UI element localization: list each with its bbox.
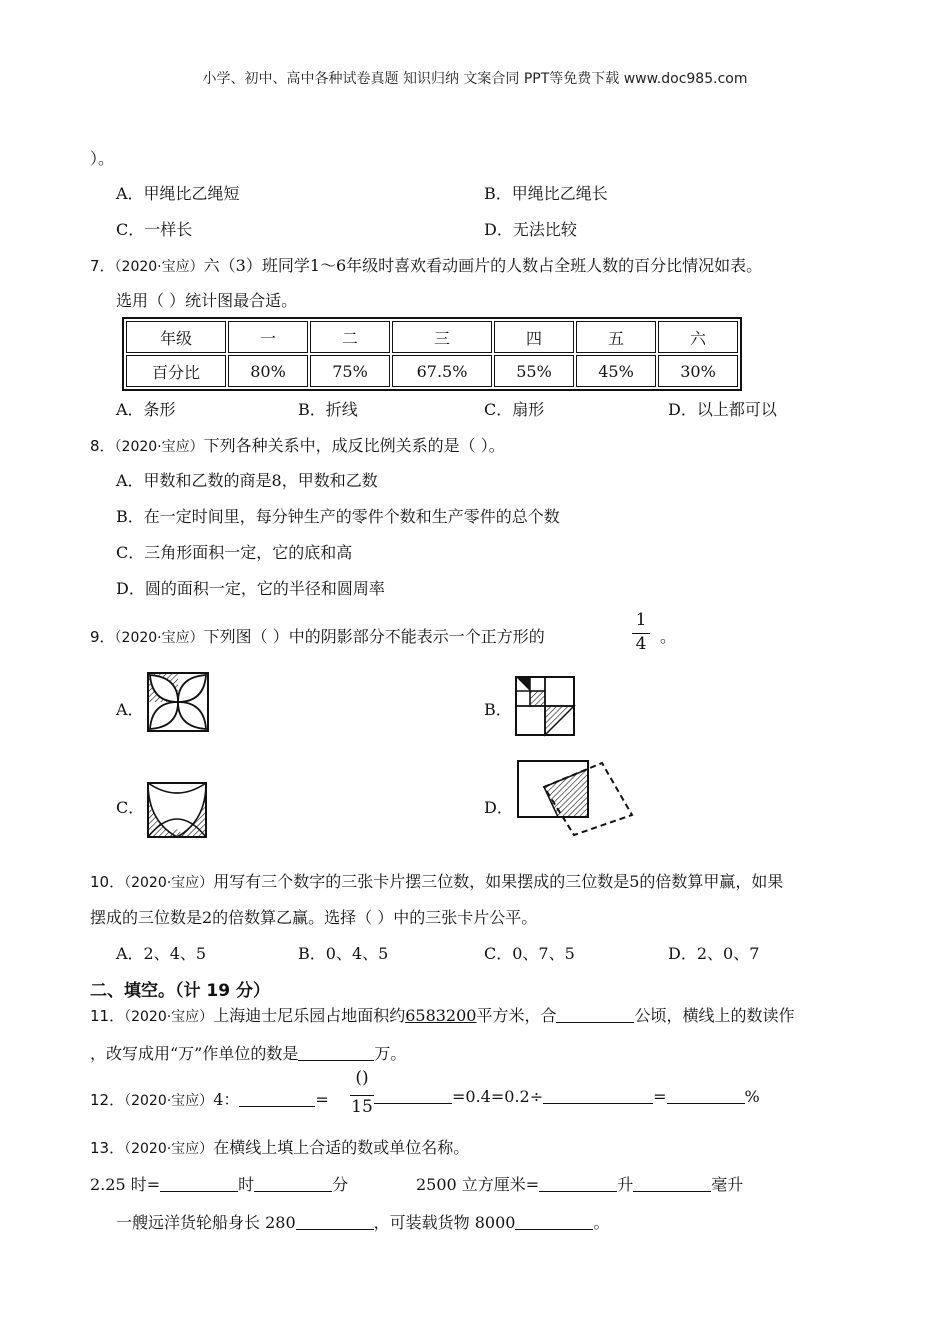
q8-number: 8． <box>90 437 115 455</box>
table-cell: 55% <box>494 355 574 387</box>
q9-fraction-numerator: 1 <box>635 610 647 630</box>
table-cell: 80% <box>228 355 308 387</box>
q9-fraction-denominator: 4 <box>635 634 647 654</box>
q12-blank-percent[interactable] <box>667 1087 745 1104</box>
figure-c-arc-square <box>146 781 208 839</box>
q11-mid: 平方米，合 <box>476 1006 557 1025</box>
q8-text: 下列各种关系中，成反比例关系的是（ ）。 <box>203 436 505 455</box>
q12-a: 4： <box>213 1090 240 1109</box>
q6-option-b: B．甲绳比乙绳长 <box>484 184 608 203</box>
table-cell: 百分比 <box>126 355 226 387</box>
question-8 <box>90 433 505 456</box>
q7-source-tag: （2020·宝应） <box>114 259 204 275</box>
q11-pre: 上海迪士尼乐园占地面积约 <box>213 1006 406 1025</box>
q12-blank-ratio[interactable] <box>239 1090 315 1107</box>
q13-blank-liters[interactable] <box>539 1175 617 1192</box>
q11-blank-wan[interactable] <box>298 1044 374 1061</box>
q6-tail: ）。 <box>90 149 115 168</box>
q13-l1c: 分 <box>332 1175 349 1194</box>
q13-l2b: ，可装载货物 8000 <box>373 1213 516 1232</box>
table-header-cell: 五 <box>576 321 656 353</box>
q11-post: 公顷，横线上的数读作 <box>634 1006 795 1025</box>
q10-text: 用写有三个数字的三张卡片摆三位数，如果摆成的三位数是5的倍数算甲赢，如果 <box>213 872 784 891</box>
q13-line1-right <box>416 1172 743 1195</box>
q13-source-tag: （2020·宝应） <box>124 1141 214 1157</box>
q11-line2a: ，改写成用“万”作单位的数是 <box>90 1044 299 1063</box>
q9-end: 。 <box>660 627 677 646</box>
q12-fraction-denominator: 15 <box>351 1097 373 1117</box>
q13-l1b: 时 <box>238 1175 255 1194</box>
question-12-rest <box>374 1087 760 1106</box>
question-12 <box>90 1087 329 1110</box>
q12-b: =0.4=0.2÷ <box>452 1087 544 1106</box>
question-7 <box>90 253 762 276</box>
table-cell: 45% <box>576 355 656 387</box>
q11-underlined-number: 6583200 <box>405 1006 477 1025</box>
q10-option-d: D．2、0、7 <box>668 944 760 963</box>
q13-l1e: 升 <box>617 1175 634 1194</box>
q9-label-c: C． <box>116 798 145 817</box>
q11-line2b: 万。 <box>374 1044 407 1063</box>
figure-b-grid-square <box>514 675 576 737</box>
q8-option-b: B．在一定时间里，每分钟生产的零件个数和生产零件的总个数 <box>116 507 560 526</box>
table-header-cell: 年级 <box>126 321 226 353</box>
q6-option-a: A．甲绳比乙绳短 <box>116 184 240 203</box>
q13-l1d: 2500 立方厘米= <box>416 1175 540 1194</box>
q13-blank-length-unit[interactable] <box>296 1213 374 1230</box>
q7-text: 六（3）班同学1～6年级时喜欢看动画片的人数占全班人数的百分比情况如表。 <box>203 256 763 275</box>
q11-number: 11． <box>90 1007 125 1025</box>
q8-source-tag: （2020·宝应） <box>114 439 204 455</box>
q7-data-table <box>122 317 742 391</box>
q13-blank-minutes[interactable] <box>254 1175 332 1192</box>
table-header-cell: 一 <box>228 321 308 353</box>
q12-source-tag: （2020·宝应） <box>124 1093 214 1109</box>
q11-source-tag: （2020·宝应） <box>124 1009 214 1025</box>
q12-eq: = <box>315 1090 329 1109</box>
table-header-cell: 四 <box>494 321 574 353</box>
figure-d-overlapping-squares <box>514 757 638 839</box>
q13-number: 13． <box>90 1139 125 1157</box>
q10-line2: 摆成的三位数是2的倍数算乙赢。选择（ ）中的三张卡片公平。 <box>90 908 538 927</box>
table-row <box>126 321 738 353</box>
q6-option-c: C．一样长 <box>116 220 193 239</box>
q11-blank-hectares[interactable] <box>556 1006 634 1023</box>
question-10 <box>90 869 783 892</box>
figure-a-petal-square <box>146 671 210 733</box>
q12-blank-fraction[interactable] <box>374 1087 452 1104</box>
q13-blank-hours[interactable] <box>160 1175 238 1192</box>
q10-option-c: C．0、7、5 <box>484 944 575 963</box>
q6-option-d: D．无法比较 <box>484 220 577 239</box>
q13-l1a: 2.25 时= <box>90 1175 161 1194</box>
q12-d: % <box>744 1087 760 1106</box>
q9-label-b: B． <box>484 700 512 719</box>
q13-blank-weight-unit[interactable] <box>515 1213 593 1230</box>
q13-l1f: 毫升 <box>711 1175 744 1194</box>
table-cell: 30% <box>658 355 738 387</box>
q7-line2: 选用（ ）统计图最合适。 <box>116 291 298 310</box>
q8-option-c: C．三角形面积一定，它的底和高 <box>116 543 353 562</box>
question-9 <box>90 624 545 647</box>
q8-option-a: A．甲数和乙数的商是8，甲数和乙数 <box>116 471 378 490</box>
q13-text: 在横线上填上合适的数或单位名称。 <box>213 1138 470 1157</box>
question-11-line2 <box>90 1041 406 1064</box>
q7-number: 7． <box>90 257 115 275</box>
section-2-title: 二、填空。（计 19 分） <box>90 981 270 1001</box>
table-header-cell: 二 <box>310 321 390 353</box>
q7-option-b: B．折线 <box>298 400 358 419</box>
q13-l2a: 一艘远洋货轮船身长 280 <box>116 1213 296 1232</box>
table-cell: 75% <box>310 355 390 387</box>
q13-blank-milliliters[interactable] <box>633 1175 711 1192</box>
table-row <box>126 355 738 387</box>
q9-text: 下列图（ ）中的阴影部分不能表示一个正方形的 <box>203 627 545 646</box>
table-header-cell: 六 <box>658 321 738 353</box>
q13-line1-left <box>90 1172 348 1195</box>
question-13 <box>90 1135 469 1158</box>
q13-line2 <box>116 1210 609 1233</box>
page-header: 小学、初中、高中各种试卷真题 知识归纳 文案合同 PPT等免费下载 www.doc985.com <box>202 71 748 87</box>
q13-l2c: 。 <box>593 1213 610 1232</box>
q9-source-tag: （2020·宝应） <box>114 630 204 646</box>
q12-fraction-bar <box>350 1095 374 1096</box>
q12-number: 12． <box>90 1091 125 1109</box>
q10-option-b: B．0、4、5 <box>298 944 389 963</box>
q9-number: 9． <box>90 628 115 646</box>
q7-option-a: A．条形 <box>116 400 176 419</box>
q12-c: = <box>653 1087 667 1106</box>
q8-option-d: D．圆的面积一定，它的半径和圆周率 <box>116 579 385 598</box>
q12-fraction-numerator: () <box>355 1068 369 1088</box>
table-header-cell: 三 <box>392 321 492 353</box>
question-11 <box>90 1003 795 1026</box>
q10-number: 10． <box>90 873 125 891</box>
q10-option-a: A．2、4、5 <box>116 944 207 963</box>
table-cell: 67.5% <box>392 355 492 387</box>
q9-label-d: D． <box>484 798 513 817</box>
q7-option-c: C．扇形 <box>484 400 545 419</box>
q7-option-d: D．以上都可以 <box>668 400 777 419</box>
q10-source-tag: （2020·宝应） <box>124 875 214 891</box>
q9-label-a: A． <box>116 700 144 719</box>
q12-blank-divisor[interactable] <box>543 1087 653 1104</box>
